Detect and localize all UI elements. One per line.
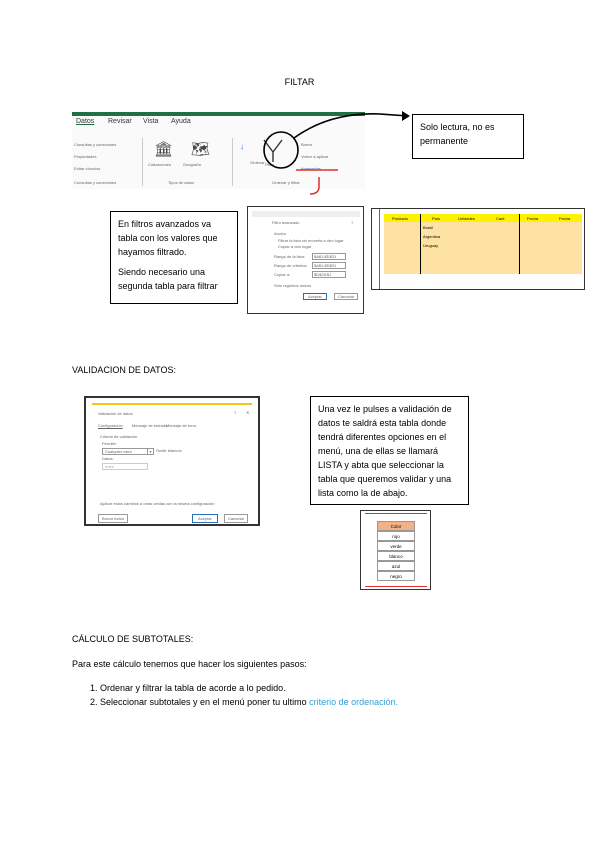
sheet-strip: [252, 211, 360, 217]
tab-input-msg[interactable]: Mensaje de entrada: [132, 423, 168, 428]
tab-datos[interactable]: Datos: [76, 118, 95, 125]
ribbon-links[interactable]: Editar vínculos: [74, 166, 101, 171]
table-fill: [384, 214, 582, 274]
close-icon[interactable]: ?: [351, 220, 354, 225]
validation-callout-text: Una vez le pulses a validación de datos te saldrá esta tabla donde tendrá diferentes opciones en el menú, una de ellas se llamará LISTA y abta que seleccionar la tabla que queremos validar y una lista como la de abajo.: [318, 404, 452, 498]
callout-line-2: Siendo necesario una segunda tabla para filtrar: [118, 267, 218, 291]
table-header-row: [384, 214, 582, 222]
stocks-icon[interactable]: 🏛: [154, 141, 174, 158]
criteria-label: Criterio de validación: [100, 434, 138, 439]
step-2: [100, 695, 552, 709]
sort-az-icon[interactable]: ↓: [240, 142, 244, 151]
cancel-button[interactable]: Cancelar: [334, 293, 358, 300]
tab-vista[interactable]: Vista: [143, 118, 159, 125]
map-icon[interactable]: 🗺: [191, 141, 211, 158]
th-cant: Cant: [496, 216, 505, 221]
ok-button[interactable]: Aceptar: [303, 293, 327, 300]
subtotals-heading: CÁLCULO DE SUBTOTALES:: [72, 634, 194, 644]
reapply-item[interactable]: Volver a aplicar: [301, 154, 329, 159]
sort-label[interactable]: Ordenar: [250, 160, 265, 165]
cancel-button[interactable]: Cancelar: [224, 514, 248, 523]
allow-select[interactable]: Cualquier valor: [102, 448, 148, 455]
steps-list: [72, 681, 552, 709]
help-icon[interactable]: ?: [234, 410, 237, 415]
group-sortfilter: Ordenar y filtrar: [272, 180, 300, 185]
group-datatypes: Tipos de datos: [168, 180, 195, 185]
filter-label: Filtro: [265, 162, 274, 167]
tab-config[interactable]: Configuración: [98, 423, 123, 428]
advanced-filter-callout: [110, 211, 238, 304]
row-brasil: Brasil: [423, 225, 434, 230]
th-pais: País: [432, 216, 441, 221]
allow-label: Permitir:: [102, 441, 117, 446]
tab-error-msg[interactable]: Mensaje de error: [166, 423, 197, 428]
option-filter-inplace[interactable]: Filtrar la lista sin moverla a otro lugar: [278, 238, 344, 243]
range-label: Rango de la lista:: [274, 254, 305, 259]
step-2-text: Seleccionar subtotales y en el menú poner tu ultimo: [100, 697, 310, 707]
list-item: negro: [377, 571, 415, 581]
advanced-filter-dialog: [247, 206, 364, 314]
red-marker-line: [365, 586, 427, 587]
ok-button[interactable]: Aceptar: [192, 514, 218, 523]
chevron-down-icon[interactable]: ▾: [147, 448, 154, 455]
data-select[interactable]: entre: [102, 463, 148, 470]
list-item: azul: [377, 561, 415, 571]
clear-filter-item[interactable]: Borrar: [301, 142, 313, 147]
data-label: Datos:: [102, 456, 114, 461]
ignore-blank-checkbox[interactable]: Omitir blancos: [156, 448, 182, 453]
list-header: Color: [377, 521, 415, 531]
list-screenshot: [360, 510, 431, 590]
ribbon-properties[interactable]: Propiedades: [74, 154, 97, 159]
criteria-label: Rango de criterios:: [274, 263, 308, 268]
subtotals-intro: Para este cálculo tenemos que hacer los siguientes pasos:: [72, 659, 307, 669]
copy-label: Copiar a:: [274, 272, 291, 277]
th-fecha: Fecha: [527, 216, 539, 221]
action-label: Acción: [274, 231, 287, 236]
th-fecha-2: Fecha: [559, 216, 571, 221]
th-unidades: Unidades: [458, 216, 475, 221]
group-queries: Consultas y conexiones: [74, 180, 117, 185]
row-argentina: Argentina: [423, 234, 441, 239]
close-icon[interactable]: ✕: [246, 410, 250, 415]
page-title: FILTAR: [284, 77, 315, 87]
red-marker-line: [379, 209, 380, 290]
stocks-label: Cotizaciones: [148, 162, 171, 167]
copy-input[interactable]: $D$28:$J: [312, 271, 346, 278]
dialog-title: Filtro avanzado: [272, 220, 300, 225]
row-uruguay: Uruguay: [423, 243, 439, 248]
list-item: blanco: [377, 551, 415, 561]
validation-title: Validación de datos: [98, 411, 133, 416]
filtered-table: [371, 208, 585, 290]
advanced-item[interactable]: Avanzadas: [301, 166, 321, 171]
th-producto: Producto: [392, 216, 409, 221]
option-copy-other[interactable]: Copiar a otro lugar: [278, 244, 312, 249]
criteria-input[interactable]: $A$1:$D$31: [312, 262, 346, 269]
tab-revisar[interactable]: Revisar: [108, 118, 132, 125]
callout-line-1: En filtros avanzados va tabla con los valores que hayamos filtrado.: [118, 219, 218, 257]
validation-dialog: [84, 396, 260, 526]
col-divider: [519, 214, 520, 274]
range-input[interactable]: $A$1:$D$31: [312, 253, 346, 260]
list-item: rojo: [377, 531, 415, 541]
step-1: 1. Ordenar y filtrar la tabla de acorde a lo pedido.: [100, 681, 552, 695]
validation-callout: [310, 396, 469, 505]
readonly-note: [412, 114, 524, 159]
list-item: verde: [377, 541, 415, 551]
yellow-strip: [92, 403, 252, 405]
step-2-link[interactable]: criterio de ordenación.: [309, 697, 399, 707]
ribbon-queries[interactable]: Consultas y conexiones: [74, 142, 117, 147]
clear-all-button[interactable]: Borrar todos: [98, 514, 128, 523]
red-marker-line: [365, 513, 427, 514]
readonly-note-text: Solo lectura, no es permanente: [420, 122, 495, 146]
unique-checkbox[interactable]: Sólo registros únicos: [274, 283, 312, 288]
geo-label: Geografía: [183, 162, 201, 167]
validation-heading: VALIDACION DE DATOS:: [72, 365, 177, 375]
col-divider: [420, 214, 421, 274]
apply-all-checkbox[interactable]: Aplicar estos cambios a otras celdas con la misma configuración: [100, 501, 215, 506]
tab-ayuda[interactable]: Ayuda: [171, 118, 191, 125]
